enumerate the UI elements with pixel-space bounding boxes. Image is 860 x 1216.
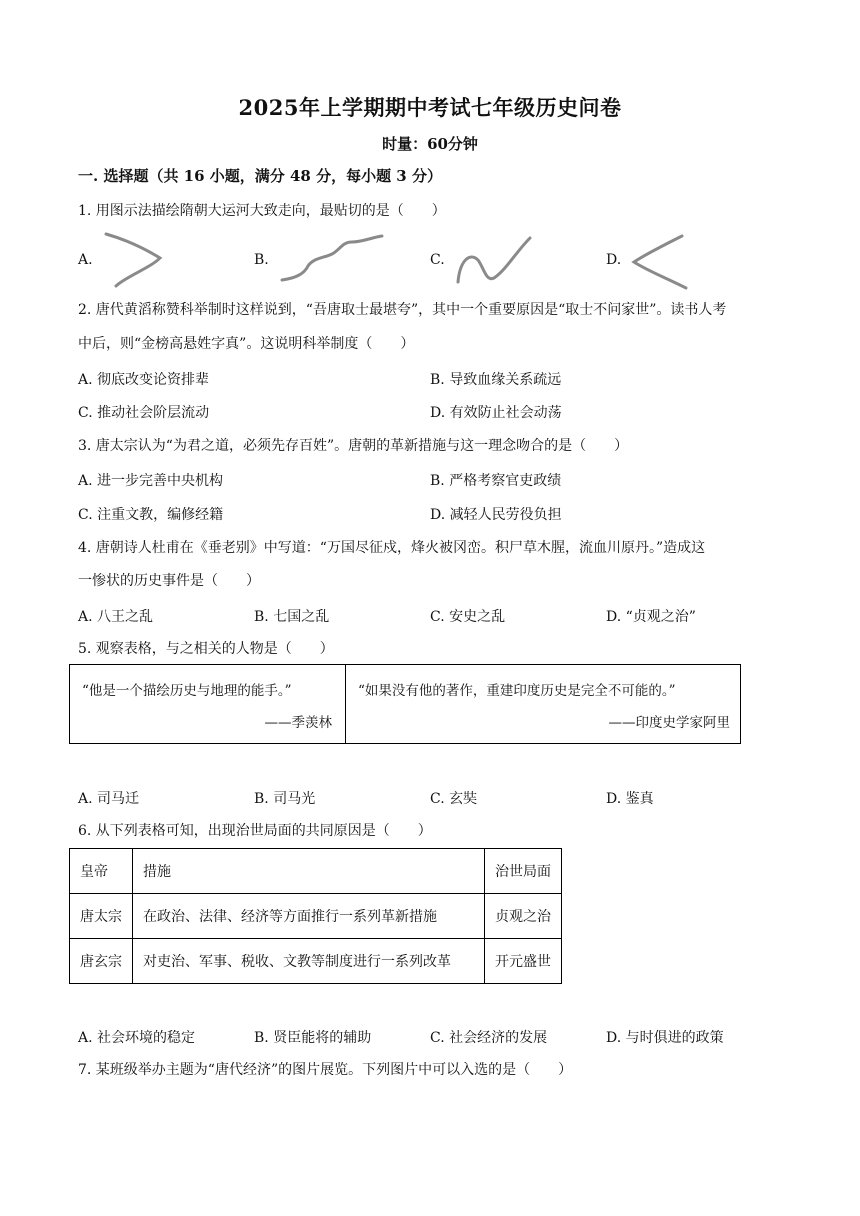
- table-header-cell: 治世局面: [485, 849, 562, 894]
- question-2-option-d: D. 有效防止社会动荡: [430, 405, 562, 421]
- quote-table: [69, 664, 741, 744]
- question-5-option-d: D. 鉴真: [606, 791, 654, 807]
- question-4-line-2: 一惨状的历史事件是（ ）: [78, 573, 260, 589]
- table-row: [70, 939, 562, 984]
- table-row: [70, 894, 562, 939]
- question-2-option-a: A. 彻底改变论资排辈: [78, 372, 210, 388]
- section-heading: 一. 选择题（共 16 小题，满分 48 分，每小题 3 分）: [78, 167, 442, 185]
- question-6-option-d: D. 与时俱进的政策: [606, 1030, 724, 1046]
- table-cell: 贞观之治: [485, 894, 562, 939]
- question-4-option-c: C. 安史之乱: [430, 609, 506, 625]
- table-cell: 开元盛世: [485, 939, 562, 984]
- question-6-stem: 6. 从下列表格可知，出现治世局面的共同原因是（ ）: [78, 823, 432, 839]
- question-1-option-c: C.: [430, 252, 445, 268]
- table-cell: 对吏治、军事、税收、文教等制度进行一系列改革: [133, 939, 485, 984]
- question-6-option-a: A. 社会环境的稳定: [78, 1030, 196, 1046]
- question-1-option-b: B.: [254, 252, 269, 268]
- question-3-option-b: B. 严格考察官吏政绩: [430, 473, 562, 489]
- table-header-row: [70, 849, 562, 894]
- table-cell: 唐玄宗: [70, 939, 133, 984]
- policy-table: [69, 848, 562, 984]
- question-1-option-d: D.: [606, 252, 622, 268]
- question-3-option-c: C. 注重文教，编修经籍: [78, 507, 224, 523]
- question-4-option-a: A. 八王之乱: [78, 609, 154, 625]
- question-6-option-b: B. 贤臣能将的辅助: [254, 1030, 372, 1046]
- question-6-option-c: C. 社会经济的发展: [430, 1030, 548, 1046]
- quote-right: “如果没有他的著作，重建印度历史是完全不可能的。”: [358, 683, 676, 699]
- quote-right-source: ——印度史学家阿里: [608, 715, 730, 731]
- table-cell: 唐太宗: [70, 894, 133, 939]
- question-3-option-a: A. 进一步完善中央机构: [78, 473, 224, 489]
- question-5-option-b: B. 司马光: [254, 791, 316, 807]
- question-2-option-b: B. 导致血缘关系疏远: [430, 372, 562, 388]
- question-2-line-1: 2. 唐代黄滔称赞科举制时这样说到，“吾唐取士最堪夸”，其中一个重要原因是“取士不问家世”。读书人考: [78, 302, 727, 318]
- table-header-cell: 措施: [133, 849, 485, 894]
- question-3-stem: 3. 唐太宗认为“为君之道，必须先存百姓”。唐朝的革新措施与这一理念吻合的是（ ）: [78, 438, 629, 454]
- quote-left: “他是一个描绘历史与地理的能手。”: [82, 683, 292, 699]
- exam-duration: 时量：60分钟: [382, 135, 478, 153]
- question-2-option-c: C. 推动社会阶层流动: [78, 405, 210, 421]
- quote-table-divider: [345, 665, 346, 743]
- canal-curve-a: [102, 228, 172, 292]
- question-4-option-b: B. 七国之乱: [254, 609, 330, 625]
- question-5-option-a: A. 司马迁: [78, 791, 140, 807]
- question-5-stem: 5. 观察表格，与之相关的人物是（ ）: [78, 641, 334, 657]
- question-1-option-a: A.: [78, 252, 93, 268]
- question-4-option-d: D. “贞观之治”: [606, 609, 696, 625]
- canal-curve-b: [278, 232, 388, 288]
- question-1-stem: 1. 用图示法描绘隋朝大运河大致走向，最贴切的是（ ）: [78, 203, 446, 219]
- question-4-line-1: 4. 唐朝诗人杜甫在《垂老别》中写道：“万国尽征戍，烽火被冈峦。积尸草木腥，流血川原丹。”造成这: [78, 540, 706, 556]
- canal-curve-d: [626, 232, 696, 292]
- question-7-stem: 7. 某班级举办主题为“唐代经济”的图片展览。下列图片中可以入选的是（ ）: [78, 1062, 573, 1078]
- question-3-option-d: D. 减轻人民劳役负担: [430, 507, 562, 523]
- question-2-line-2: 中后，则“金榜高悬姓字真”。这说明科举制度（ ）: [78, 336, 415, 352]
- question-5-option-c: C. 玄奘: [430, 791, 478, 807]
- canal-curve-c: [452, 232, 542, 292]
- quote-left-source: ——季羡林: [264, 715, 332, 731]
- table-header-cell: 皇帝: [70, 849, 133, 894]
- table-cell: 在政治、法律、经济等方面推行一系列革新措施: [133, 894, 485, 939]
- page-title: 2025年上学期期中考试七年级历史问卷: [238, 95, 622, 120]
